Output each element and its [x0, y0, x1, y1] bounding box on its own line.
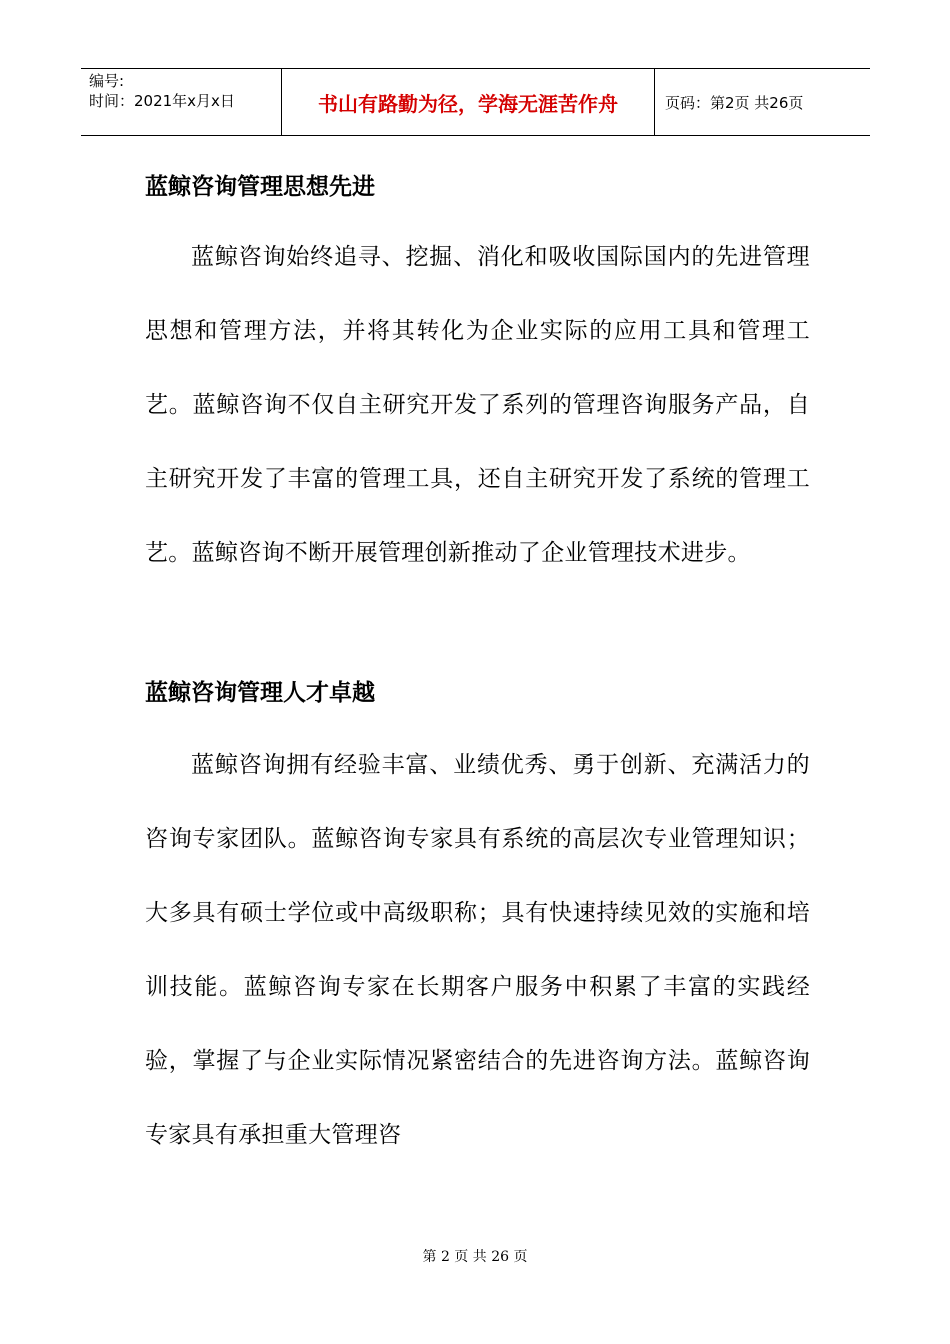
section-heading-management-thought: 蓝鲸咨询管理思想先进	[145, 174, 375, 200]
section-heading-management-talent: 蓝鲸咨询管理人才卓越	[145, 680, 375, 706]
header-motto: 书山有路勤为径，学海无涯苦作舟	[281, 69, 655, 135]
page-header	[81, 68, 870, 136]
section-paragraph-management-talent: 蓝鲸咨询拥有经验丰富、业绩优秀、勇于创新、充满活力的咨询专家团队。蓝鲸咨询专家具有系统的高层次专业管理知识；大多具有硕士学位或中高级职称；具有快速持续见效的实施和培训技能。蓝鲸咨询专家在长期客户服务中积累了丰富的实践经验，掌握了与企业实际情况紧密结合的先进咨询方法。蓝鲸咨询专家具有承担重大管理咨	[145, 752, 810, 1148]
page-footer: 第 2 页 共 26 页	[422, 1249, 528, 1265]
header-page-info: 页码：第2页 共26页	[665, 93, 804, 112]
section-paragraph-management-thought: 蓝鲸咨询始终追寻、挖掘、消化和吸收国际国内的先进管理思想和管理方法，并将其转化为企业实际的应用工具和管理工艺。蓝鲸咨询不仅自主研究开发了系列的管理咨询服务产品，自主研究开发了丰富的管理工具，还自主研究开发了系统的管理工艺。蓝鲸咨询不断开展管理创新推动了企业管理技术进步。	[145, 244, 810, 566]
document-number-label: 编号:	[89, 72, 125, 90]
header-meta	[81, 69, 281, 135]
document-date-label: 时间：2021年x月x日	[89, 92, 235, 110]
document-body	[145, 160, 810, 1172]
